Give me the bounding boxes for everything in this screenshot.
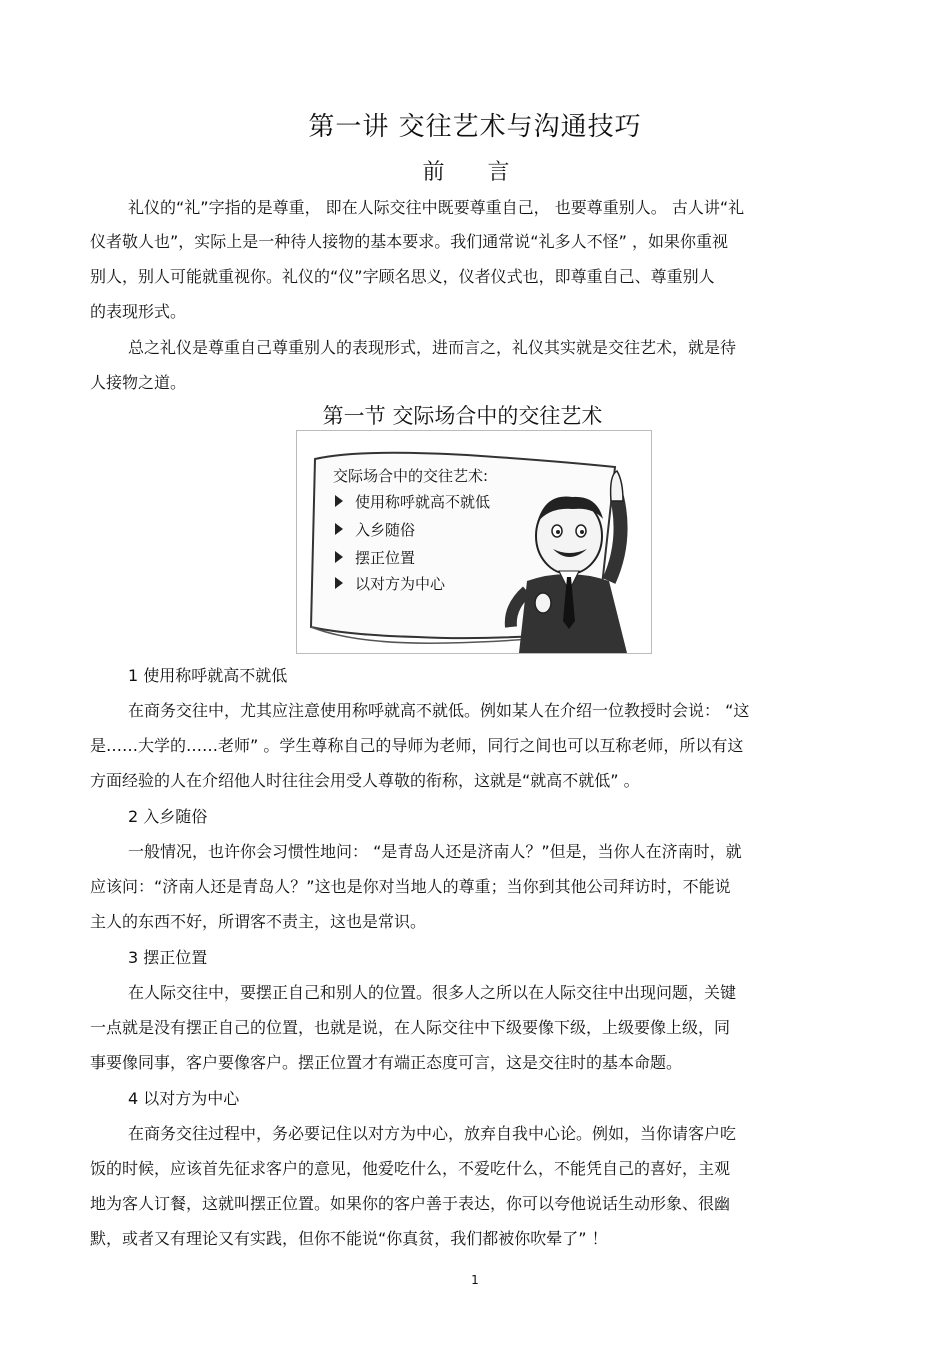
body-line: 在商务交往过程中，务必要记住以对方为中心，放弃自我中心论。例如，当你请客户吃: [128, 1124, 737, 1143]
figure-item: 以对方为中心: [355, 575, 446, 593]
body-line: 地为客人订餐，这就叫摆正位置。如果你的客户善于表达，你可以夸他说话生动形象、很幽: [90, 1194, 731, 1213]
preface-line: 总之礼仪是尊重自己尊重别人的表现形式，进而言之，礼仪其实就是交往艺术，就是待: [128, 338, 737, 357]
body-line: 在商务交往中，尤其应注意使用称呼就高不就低。例如某人在介绍一位教授时会说： “这: [128, 701, 750, 720]
subheading: 3 摆正位置: [128, 948, 208, 967]
body-line: 方面经验的人在介绍他人时往往会用受人尊敬的衔称，这就是“就高不就低” 。: [90, 771, 640, 790]
subheading: 1 使用称呼就高不就低: [128, 666, 288, 685]
section-title: 第一节 交际场合中的交往艺术: [322, 404, 603, 428]
figure-heading: 交际场合中的交往艺术:: [333, 467, 489, 485]
cartoon-figure: [296, 430, 652, 654]
body-line: 一点就是没有摆正自己的位置，也就是说，在人际交往中下级要像下级，上级要像上级，同: [90, 1018, 731, 1037]
preface-line: 人接物之道。: [90, 373, 187, 392]
lecture-title: 第一讲 交往艺术与沟通技巧: [308, 112, 642, 142]
preface-line: 礼仪的“礼”字指的是尊重， 即在人际交往中既要尊重自己， 也要尊重别人。 古人讲“礼: [128, 198, 745, 217]
preface-heading: 前 言: [422, 160, 528, 185]
body-line: 在人际交往中，要摆正自己和别人的位置。很多人之所以在人际交往中出现问题，关键: [128, 983, 737, 1002]
body-line: 饭的时候，应该首先征求客户的意见，他爱吃什么，不爱吃什么，不能凭自己的喜好，主观: [90, 1159, 731, 1178]
body-line: 一般情况，也许你会习惯性地问： “是青岛人还是济南人？”但是，当你人在济南时，就: [128, 842, 742, 861]
subheading: 4 以对方为中心: [128, 1089, 240, 1108]
page-number: 1: [471, 1273, 479, 1287]
figure-item: 入乡随俗: [355, 521, 416, 539]
body-line: 默，或者又有理论又有实践，但你不能说“你真贫，我们都被你吹晕了” ！: [90, 1229, 608, 1248]
preface-line: 的表现形式。: [90, 302, 187, 321]
preface-line: 别人，别人可能就重视你。礼仪的“仪”字顾名思义，仪者仪式也，即尊重自己、尊重别人: [90, 267, 715, 286]
figure-item: 使用称呼就高不就低: [355, 493, 491, 511]
figure-item: 摆正位置: [355, 549, 416, 567]
preface-line: 仪者敬人也”，实际上是一种待人接物的基本要求。我们通常说“礼多人不怪” ，如果你重视: [90, 232, 728, 251]
subheading: 2 入乡随俗: [128, 807, 208, 826]
body-line: 应该问：“济南人还是青岛人？”这也是你对当地人的尊重；当你到其他公司拜访时，不能说: [90, 877, 731, 896]
body-line: 是……大学的……老师” 。学生尊称自己的导师为老师，同行之间也可以互称老师，所以有这: [90, 736, 744, 755]
body-line: 主人的东西不好，所谓客不责主，这也是常识。: [90, 912, 427, 931]
body-line: 事要像同事，客户要像客户。摆正位置才有端正态度可言，这是交往时的基本命题。: [90, 1053, 683, 1072]
